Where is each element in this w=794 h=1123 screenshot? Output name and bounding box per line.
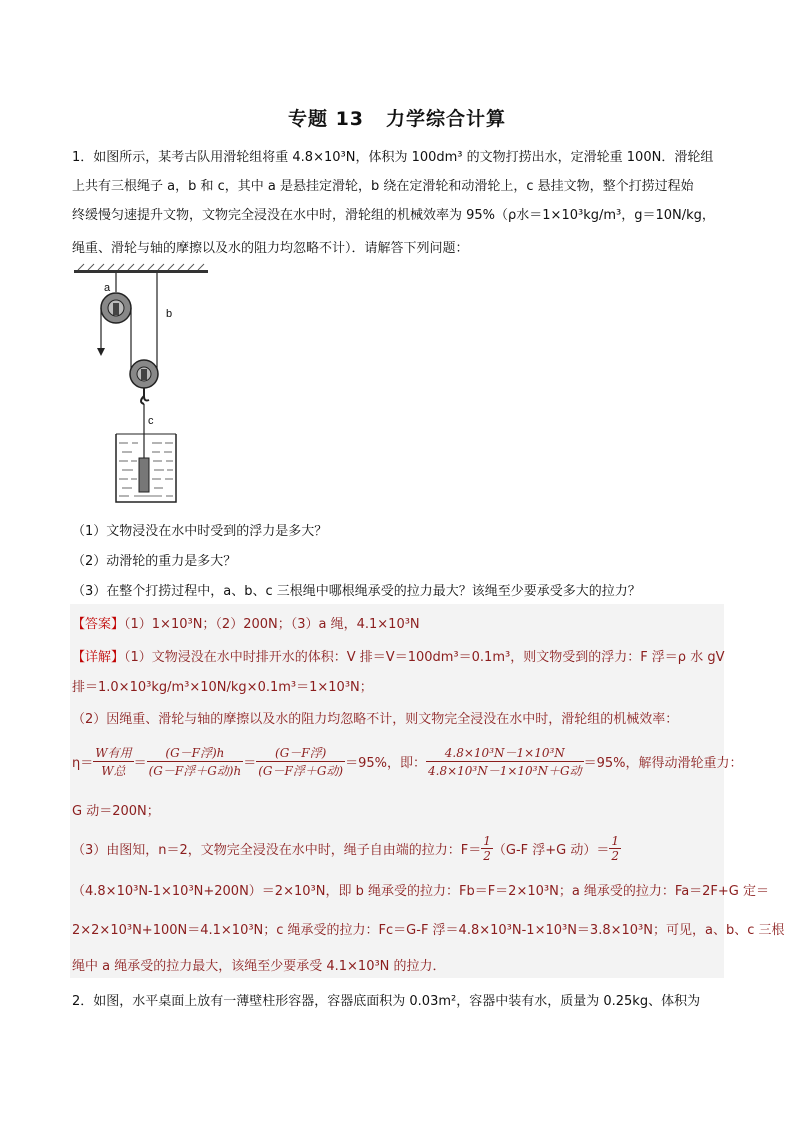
fraction-half-2: $\frac{1}{2}$ xyxy=(611,833,620,863)
detail-line-2: 排＝1.0×10³kg/m³×10N/kg×0.1m³＝1×10³N； xyxy=(72,680,373,695)
fraction-gh: $\frac{\text{(G－F浮)h}}{\text{(G－F浮＋G动)h}}$ xyxy=(148,745,242,778)
detail-line-7: （4.8×10³N-1×10³N+200N）＝2×10³N，即 b 绳承受的拉力：Fb＝F＝2×10³N；a 绳承受的拉力：Fa＝2F+G 定＝ xyxy=(72,884,770,899)
q1-line-2: 上共有三根绳子 a，b 和 c，其中 a 是悬挂定滑轮，b 绕在定滑轮和动滑轮上，c 悬挂文物，整个打捞过程始 xyxy=(72,179,694,194)
q1-line-1: 1．如图所示，某考古队用滑轮组将重 4.8×10³N，体积为 100dm³ 的文物打捞出水，定滑轮重 100N．滑轮组 xyxy=(72,150,714,165)
eq-95-text: ＝95%，即： xyxy=(345,755,426,771)
hook xyxy=(141,388,149,404)
page-title xyxy=(0,104,794,131)
answer-tag: 【答案】 xyxy=(72,617,125,632)
efficiency-formula: η＝ $\frac{\text{W有用}}{\text{W总}}$ ＝ $\frac{\text{(G－F浮)h}}{\text{(G－F浮＋G动)h}}$ ＝ $\frac{\text{(G－F浮)}}{\text{(G－F浮＋G动)}}$ ＝95%，即： $\frac{\text{4.8×10³N－1×10³N}}{\text{4.8×10³N－1×10³N＋G动}}$ ＝95%，解得动滑轮重力： xyxy=(72,745,743,778)
detail-line-6 xyxy=(72,832,621,864)
fraction-w: $\frac{\text{W有用}}{\text{W总}}$ xyxy=(95,745,132,778)
q2-line-1: 2．如图，水平桌面上放有一薄壁柱形容器，容器底面积为 0.03m²，容器中装有水，质量为 0.25kg、体积为 xyxy=(72,994,701,1009)
ceiling-beam xyxy=(74,270,208,273)
q1-line-4: 绳重、滑轮与轴的摩擦以及水的阻力均忽略不计）．请解答下列问题： xyxy=(72,241,469,256)
detail-line-1 xyxy=(72,646,724,665)
eq-95b-text: ＝95%，解得动滑轮重力： xyxy=(583,755,743,771)
q1-sub-3: （3）在整个打捞过程中，a、b、c 三根绳中哪根绳承受的拉力最大？该绳至少要承受多大的拉力？ xyxy=(72,584,641,599)
fraction-numeric: $\frac{\text{4.8×10³N－1×10³N}}{\text{4.8×10³N－1×10³N＋G动}}$ xyxy=(428,745,582,778)
title-sub: 力学综合计算 xyxy=(386,108,507,130)
pulley-diagram xyxy=(72,262,212,508)
detail-line-3: （2）因绳重、滑轮与轴的摩擦以及水的阻力均忽略不计，则文物完全浸没在水中时，滑轮组的机械效率： xyxy=(72,712,679,727)
detail-line-5: G 动＝200N； xyxy=(72,804,160,819)
fraction-g: $\frac{\text{(G－F浮)}}{\text{(G－F浮＋G动)}}$ xyxy=(258,745,344,778)
label-b: b xyxy=(166,308,173,320)
q1-line-3: 终缓慢匀速提升文物，文物完全浸没在水中时，滑轮组的机械效率为 95%（ρ水＝1×10³kg/m³，g＝10N/kg， xyxy=(72,208,715,223)
q1-sub-1: （1）文物浸没在水中时受到的浮力是多大？ xyxy=(72,524,328,539)
detail-line-6a: （3）由图知，n＝2，文物完全浸没在水中时，绳子自由端的拉力：F＝ xyxy=(72,842,482,858)
artifact-block xyxy=(139,458,149,492)
ceiling-hatch xyxy=(78,264,204,270)
detail-tag: 【详解】 xyxy=(72,650,125,665)
answer-line xyxy=(72,613,420,632)
fraction-half-1: $\frac{1}{2}$ xyxy=(483,833,491,863)
label-a: a xyxy=(104,282,111,294)
detail-text-1: （1）文物浸没在水中时排开水的体积：V 排＝V＝100dm³＝0.1m³，则文物受到的浮力：F 浮＝ρ 水 gV xyxy=(124,650,725,665)
detail-line-9: 绳中 a 绳承受的拉力最大，该绳至少要承受 4.1×10³N 的拉力． xyxy=(72,959,446,974)
title-main: 专题 13 xyxy=(287,108,365,130)
answer-text: （1）1×10³N；（2）200N；（3）a 绳，4.1×10³N xyxy=(124,617,420,632)
eta-prefix: η＝ xyxy=(72,755,94,771)
pull-arrow xyxy=(97,348,105,356)
detail-line-8: 2×2×10³N+100N＝4.1×10³N；c 绳承受的拉力：Fc＝G-F 浮＝4.8×10³N-1×10³N＝3.8×10³N；可见，a、b、c 三根 xyxy=(72,923,785,938)
label-c: c xyxy=(148,415,154,427)
detail-line-6b: （G-F 浮+G 动）＝ xyxy=(492,842,610,858)
q1-sub-2: （2）动滑轮的重力是多大？ xyxy=(72,554,237,569)
